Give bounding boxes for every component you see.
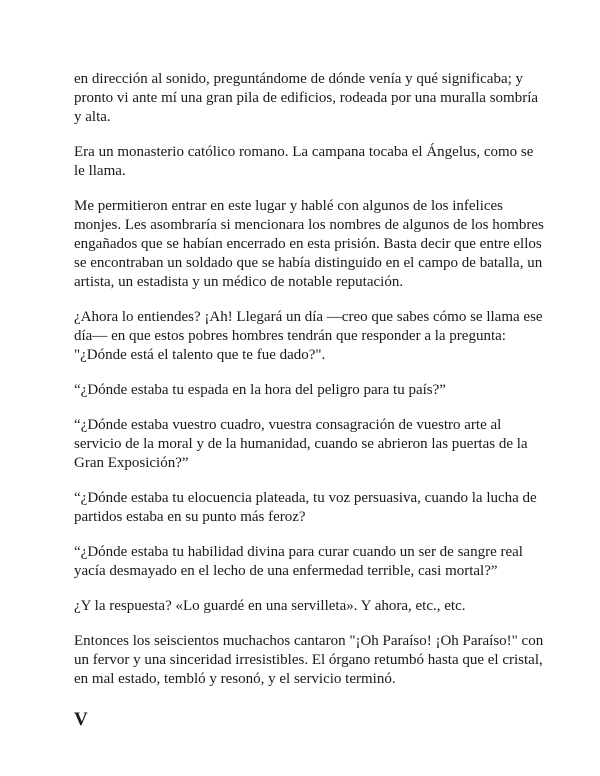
section-heading: V (74, 709, 88, 730)
paragraph-healing: “¿Dónde estaba tu habilidad divina para curar cuando un ser de sangre real yacía desmayado en el lecho de una enfermedad terrible, casi mortal?” (74, 544, 523, 579)
paragraph-choir: Entonces los seiscientos muchachos cantaron "¡Oh Paraíso! ¡Oh Paraíso!" con un fervor y una sinceridad irresistibles. El órgano retumbó hasta que el cristal, en mal estado, tembló y resonó, y el servicio terminó. (74, 633, 544, 687)
paragraph-eloquence: “¿Dónde estaba tu elocuencia plateada, tu voz persuasiva, cuando la lucha de partidos estaba en su punto más feroz? (74, 490, 537, 525)
paragraph-continuation: en dirección al sonido, preguntándome de dónde venía y qué significaba; y pronto vi ante mí una gran pila de edificios, rodeada por una muralla sombría y alta. (74, 71, 539, 125)
paragraph-answer: ¿Y la respuesta? «Lo guardé en una servilleta». Y ahora, etc., etc. (74, 598, 466, 614)
paragraph-monks: Me permitieron entrar en este lugar y hablé con algunos de los infelices monjes. Les asombraría si mencionara los nombres de algunos de los hombres engañados que se habían encerrado en esta prisión. Basta decir que entre ellos se encontraban un soldado que se había distinguido en el campo de batalla, un artista, un estadista y un médico de notable reputación. (74, 198, 544, 290)
document-page (74, 70, 544, 731)
paragraph-monastery: Era un monasterio católico romano. La campana tocaba el Ángelus, como se le llama. (74, 144, 534, 179)
paragraph-painting: “¿Dónde estaba vuestro cuadro, vuestra consagración de vuestro arte al servicio de la moral y de la humanidad, cuando se abrieron las puertas de la Gran Exposición?” (74, 417, 528, 471)
paragraph-sword: “¿Dónde estaba tu espada en la hora del peligro para tu país?” (74, 382, 446, 398)
paragraph-question: ¿Ahora lo entiendes? ¡Ah! Llegará un día —creo que sabes cómo se llama ese día— en que estos pobres hombres tendrán que responder a la pregunta: "¿Dónde está el talento que te fue dado?". (74, 309, 543, 363)
